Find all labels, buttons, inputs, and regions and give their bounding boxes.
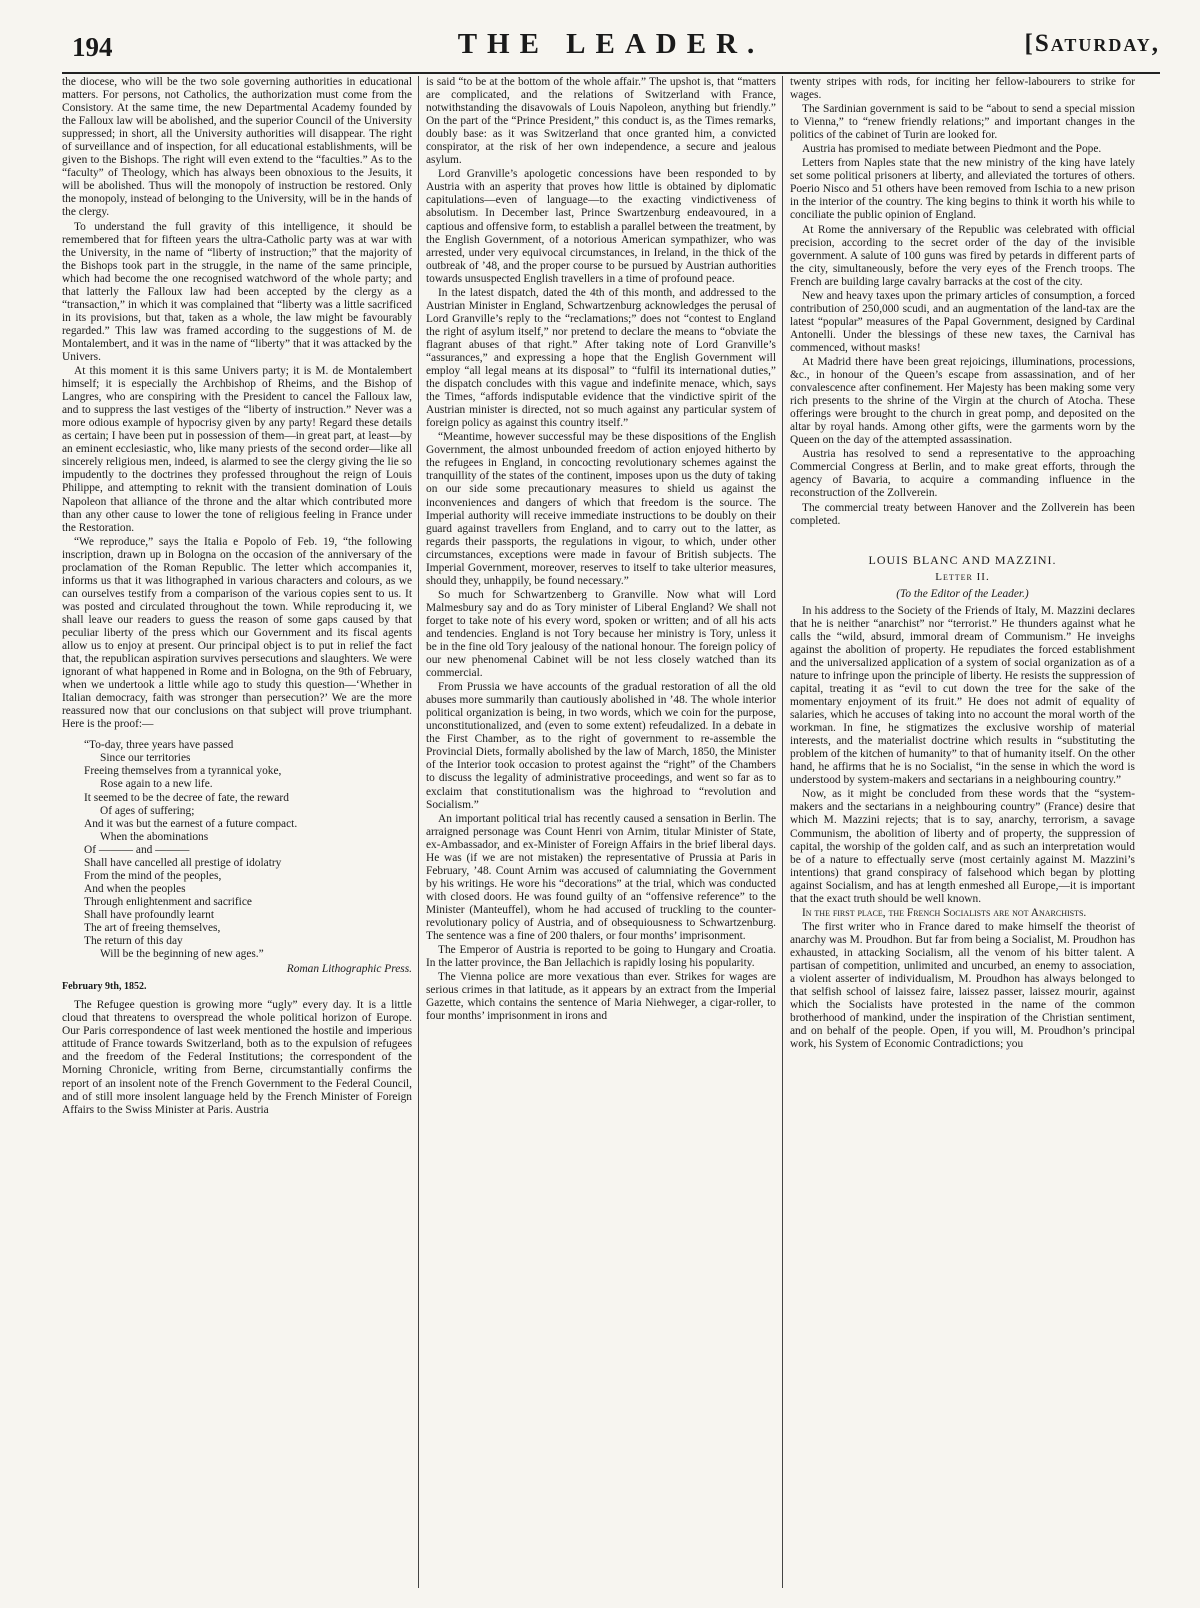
poem-line: The art of freeing themselves,: [84, 922, 221, 934]
paragraph: New and heavy taxes upon the primary articles of consumption, a forced contribution of 250,000 scudi, and an augmentation of the land-tax are the latest “popular” measures of the Papal Government, designed by Cardinal Antonelli. Under the blessings of these new taxes, the Carnival has commenced, without masks!: [790, 289, 1135, 354]
poem-line: The return of this day: [84, 935, 183, 948]
paragraph: “Meantime, however successful may be these dispositions of the English Government, the almost unbounded freedom of action enjoyed hitherto by the refugees in England, in concocting revolutionary schemes against the tranquillity of the states of the continent, imposes upon us the duty of taking on our side some precautionary measures to shield us against the inconveniences and dangers of which that freedom is the source. The Imperial authority will receive immediate instructions to be doubly on their guard against travellers from England, and to carry out to the latter, as regards their passports, the regulations in vigour, to which, under other circumstances, exceptions were made in favour of British subjects. The Imperial Government, moreover, reserves to itself to take ulterior measures, should they, unhappily, be found necessary.”: [426, 431, 776, 587]
column-rule: [418, 76, 419, 1588]
paragraph: The Refugee question is growing more “ugly” every day. It is a little cloud that threatens to overspread the whole political horizon of Europe. Our Paris correspondence of last week mentioned the hostile and imperious attitude of France towards Switzerland, both as to the expulsion of refugees and the freedom of the Federal Institutions; the correspondent of the Morning Chronicle, writing from Berne, circumstantially confirms the report of an insolent note of the French Government to the Federal Council, and of still more insolent language held by the French Minister of Foreign Affairs to the Swiss Minister at Paris. Austria: [62, 999, 412, 1116]
paragraph: twenty stripes with rods, for inciting her fellow-labourers to strike for wages.: [790, 76, 1135, 102]
paragraph: The first writer who in France dared to make himself the theorist of anarchy was M. Proudhon. But far from being a Socialist, M. Proudhon has exhausted, in attacking Socialism, all the venom of his bitter talent. A partisan of competition, unlimited and uncurbed, an enemy to association, a violent asserter of individualism, M. Proudhon has always belonged to that selfish school of laissez faire, laissez passer, laissez mourir, against which the Socialists have protested in the name of the common brotherhood of mankind, under the inspiration of the Christian sentiment, and on behalf of the people. Open, if you will, M. Proudhon’s principal work, his System of Economic Contradictions; you: [790, 920, 1135, 1051]
paragraph: Austria has promised to mediate between Piedmont and the Pope.: [802, 143, 1102, 156]
editor-note: (To the Editor of the Leader.): [896, 587, 1029, 600]
poem-line: It seemed to be the decree of fate, the reward: [84, 791, 289, 804]
paragraph: In the latest dispatch, dated the 4th of this month, and addressed to the Austrian Minister in England, Schwartzenburg acknowledges the perusal of Lord Granville’s reply to the “reclamations;” does not “contest to England the right of asylum itself,” nor pretend to declare the means to “obviate the flagrant abuses of that right.” After taking note of Lord Granville’s “assurances,” and expressing a hope that the English Government will employ “all legal means at its disposal” to “fulfil its international duties,” the dispatch concludes with this vague and indefinite menace, which, says the Times, “affords indisputable evidence that the vindictive spirit of the Austrian minister is directed, not so much against any particular system of foreign policy as against this country itself.”: [426, 286, 776, 430]
poem-line: Rose again to a new life.: [100, 778, 213, 791]
paragraph: So much for Schwartzenberg to Granville. Now what will Lord Malmesbury say and do as Tory minister of Liberal England? We shall not forget to take note of his every word, spoken or written; and of all his acts and tendencies. England is not Tory because her ministry is Tory, unless it be in the fine old Tory jealousy of the national honour. The foreign policy of our new phenomenal Cabinet will be not less closely watched than its commercial.: [426, 588, 776, 680]
poem-line: And when the peoples: [84, 882, 186, 895]
dateline: February 9th, 1852.: [62, 981, 147, 993]
article-heading: LOUIS BLANC AND MAZZINI.: [868, 552, 1057, 567]
column-rule: [782, 76, 783, 1588]
poem-line: And it was but the earnest of a future compact.: [84, 817, 298, 830]
poem-line: “To-day, three years have passed: [84, 739, 234, 752]
poem-line: Shall have profoundly learnt: [84, 908, 215, 921]
paragraph: To understand the full gravity of this intelligence, it should be remembered that for fifteen years the ultra-Catholic party was at war with the University, in the name of “liberty of instruction;” that the majority of the Bishops took part in the struggle, in the name of the same principle, which had become the one recognised watchword of the whole party; and that latterly the Falloux law had been accepted by the clergy as a “transaction,” in which it was complained that “liberty was a little sacrificed in its provisions, but that, taken as a whole, the law might be favourably regarded.” This law was framed according to the suggestions of M. de Montalembert, and it was in the name of “liberty” that it was attacked by the Univers.: [62, 220, 412, 363]
masthead: [62, 28, 1160, 74]
poem-line: Freeing themselves from a tyrannical yoke,: [84, 765, 282, 778]
page-number: 194: [72, 32, 113, 62]
paragraph: Letters from Naples state that the new ministry of the king have lately set some political prisoners at liberty, and alleviated the tortures of others. Poerio Nisco and 51 others have been removed from Ischia to a new prison in the interior of the country. The king begins to think it worth his while to conciliate the public opinion of England.: [790, 157, 1135, 222]
poem-signature: Roman Lithographic Press.: [286, 963, 412, 976]
paragraph: “We reproduce,” says the Italia e Popolo of Feb. 19, “the following inscription, drawn up in Bologna on the occasion of the anniversary of the proclamation of the Roman Republic. The letter which accompanies it, informs us that it was lithographed in various characters and colours, as we can ourselves testify from a comparison of the various copies sent to us. It was posted and circulated throughout the town. While reproducing it, we shall leave our readers to guess the reason of some gaps caused by that peculiar liberty of the press which our Government and its fiscal agents allow us to enjoy at present. Our principal object is to put in relief the fact that, the republican aspiration survives persecutions and slaughters. We were ignorant of what happened in Rome and in Bologna, on the 9th of February, when we undertook a little while ago to study this question—‘Whether in Italian democracy, faith was stronger than persecution?’ We are the more reassured now that our conclusions on that subject will prove triumphant. Here is the proof:—: [62, 535, 412, 731]
issue-day: [Saturday,: [1024, 30, 1160, 57]
poem-line: Shall have cancelled all prestige of idolatry: [84, 856, 282, 869]
paragraph: In his address to the Society of the Friends of Italy, M. Mazzini declares that he is neither “anarchist” nor “terrorist.” He thunders against what he calls the “wild, absurd, immoral dream of Communism.” He inveighs against the abolition of property. He repudiates the forced establishment and the universalized application of a system of social organization as of a nature to infringe upon the principle of liberty. He resists the suppression of capital, treating it as “evil to cut down the tree for the sake of the momentary enjoyment of its fruit.” He does not admit of equality of salaries, which he accuses of taking into no account the moral worth of the workman. In fine, he stigmatizes the exclusive worship of material interests, and the materialist doctrine which results in “substituting the problem of the kitchen of humanity” to that of humanity itself. On the other hand, he affirms that he is no Socialist, “in the sense in which the word is understood by system-makers and sectarians in a neighbouring country.”: [790, 604, 1135, 787]
paragraph: The Emperor of Austria is reported to be going to Hungary and Croatia. In the latter province, the Ban Jellachich is rapidly losing his popularity.: [426, 944, 776, 970]
paragraph: At Rome the anniversary of the Republic was celebrated with official precision, according to the secret order of the day of the invisible government. A salute of 100 guns was fired by petards in different parts of the city, simultaneously, before the very eyes of the French troops. The French are building large cavalry barracks at the cost of the city.: [790, 223, 1135, 288]
poem-line: Through enlightenment and sacrifice: [84, 895, 252, 908]
paragraph: From Prussia we have accounts of the gradual restoration of all the old abuses more summarily than cautiously abolished in ’48. The whole interior political organization is being, in two words, which we coin for the purpose, unconstitutionalized, and (even to some extent) refeudalized. In a debate in the First Chamber, as to the right of government to re-assemble the Provincial Diets, formally abolished by the law of March, 1850, the Minister of the Interior took occasion to protest against the “right” of the Chambers to discuss the legality of administrative proceedings, and went so far as to exclaim that constitutionalism was the highroad to “revolution and Socialism.”: [426, 681, 776, 811]
paragraph: At Madrid there have been great rejoicings, illuminations, processions, &c., in honour of the Queen’s escape from assassination, and of her convalescence after confinement. Her Majesty has been making some very rich presents to the shrine of the Virgin at the church of Atocha. These offerings were brought to the church in great pomp, and deposited on the altar by royal hands. Among other gifts, were the garments worn by the Queen on the day of the attempted assassination.: [790, 355, 1135, 447]
paragraph: At this moment it is this same Univers party; it is M. de Montalembert himself; it is especially the Archbishop of Rheims, and the Bishop of Langres, who are conspiring with the President to cancel the Falloux law, and to suppress the last vestiges of the “liberty of instruction.” Never was a more odious example of hypocrisy given by any party! Regard these details as certain; I have been put in possession of them—in great part, at least—by an eminent ecclesiastic, who, like many priests of the second order—like all sincerely religious men, indeed, is alarmed to see the clergy giving the lie so impudently to the doctrines they professed throughout the reign of Louis Philippe, and attempting to reknit with the transient domination of Louis Napoleon that alliance of the throne and the altar which contributed more than any other cause to lower the tone of religious feeling in France under the Restoration.: [62, 365, 412, 534]
poem-line: When the abominations: [100, 830, 209, 843]
paragraph: Austria has resolved to send a representative to the approaching Commercial Congress at Berlin, and to make great efforts, through the agency of Bavaria, to acquire a commanding influence in the reconstruction of the Zollverein.: [790, 448, 1135, 500]
paragraph: Now, as it might be concluded from these words that the “system-makers and the sectarians in a neighbouring country” (France) desire that which M. Mazzini rejects; that is to say, anarchy, terrorism, a savage Communism, the abolition of liberty and of property, the suppression of capital, the worship of the golden calf, and as such an interpretation would be of a nature to effectually serve (most certainly against M. Mazzini’s intentions) that grand conspiracy of falsehood which began by plotting against Socialism, and has at length enmeshed all Europe,—it is important that the exact truth should be well known.: [790, 788, 1135, 905]
paragraph: The Vienna police are more vexatious than ever. Strikes for wages are serious crimes in that latitude, as it appears by an extract from the Imperial Gazette, which contains the sentence of Maria Niehweger, a cigar-roller, to four months’ imprisonment in irons and: [426, 971, 776, 1023]
column-3: [790, 76, 1135, 1588]
poem-line: From the mind of the peoples,: [84, 869, 222, 882]
paragraph: Lord Granville’s apologetic concessions have been responded to by Austria with an asperity that proves how little is obtained by diplomatic capitulations—even of language—to the exacting vindictiveness of absolutism. In December last, Prince Swartzenburg endeavoured, in a captious and offensive form, to establish a parallel between the treatment, by the English Government, of a notorious American sympathizer, who was arrested, under very equivocal circumstances, in Ireland, in the thick of the outbreak of ’48, and the proper course to be pursued by Austrian authorities towards unsuspected English travellers in a time of profound peace.: [426, 168, 776, 285]
poem-line: Since our territories: [100, 752, 191, 765]
paragraph: In the first place, the French Socialists are not Anarchists.: [802, 906, 1087, 919]
paragraph: An important political trial has recently caused a sensation in Berlin. The arraigned personage was Count Henri von Arnim, titular Minister of State, ex-Ambassador, and ex-Minister of Foreign Affairs in the brief liberal days. He was (if we are not mistaken) the representative of Prussia at Paris in February, ’48. Count Arnim was accused of calumniating the Government by his writings. He wore his “decorations” at the trial, which was conducted with closed doors. He was found guilty of an “offensive reference” to the Minister (Manteuffel), whom he had accused of truckling to the counter-revolutionary policy of Austria, and of obsequiousness to Schwartzenburg. The sentence was a fine of 200 thalers, or four months’ imprisonment.: [426, 812, 776, 943]
column-2: [426, 76, 776, 1588]
poem-line: Of ——— and ———: [84, 843, 190, 856]
paragraph: The commercial treaty between Hanover and the Zollverein has been completed.: [790, 501, 1135, 527]
poem-line: Of ages of suffering;: [100, 804, 195, 817]
inscription-poem: [84, 739, 412, 961]
article-subheading: Letter II.: [935, 570, 990, 583]
poem-line: Will be the beginning of new ages.”: [100, 948, 264, 961]
paragraph: is said “to be at the bottom of the whole affair.” The upshot is, that “matters are complicated, and the relations of Switzerland with France, notwithstanding the disavowals of Louis Napoleon, anything but friendly.” On the part of the “Prince President,” this conduct is, as the Times remarks, doubly base: as it was Switzerland that once granted him, a convicted conspirator, at the risk of her own independence, a secure and jealous asylum.: [426, 76, 776, 167]
paragraph: the diocese, who will be the two sole governing authorities in educational matters. For persons, not Catholics, the authorization must come from the Consistory. At the same time, the new Departmental Academy founded by the Falloux law will be abolished, and the superior Council of the University suppressed; in short, all the University authorities will disappear. The right of surveillance and of inspection, for all educational establishments, will be given to the Bishops. The right will even extend to the “faculties.” As to the “faculty” of Theology, which has always been obnoxious to the Jesuits, it will be abolished. Thus will the monopoly of instruction be restored. Only the monopoly, instead of belonging to the University, will be in the hands of the clergy.: [62, 76, 412, 219]
paragraph: The Sardinian government is said to be “about to send a special mission to Vienna,” to “renew friendly relations;” and important changes in the politics of the cabinet of Turin are looked for.: [790, 103, 1135, 142]
column-1: [62, 76, 412, 1588]
newspaper-title: THE LEADER.: [457, 28, 765, 60]
